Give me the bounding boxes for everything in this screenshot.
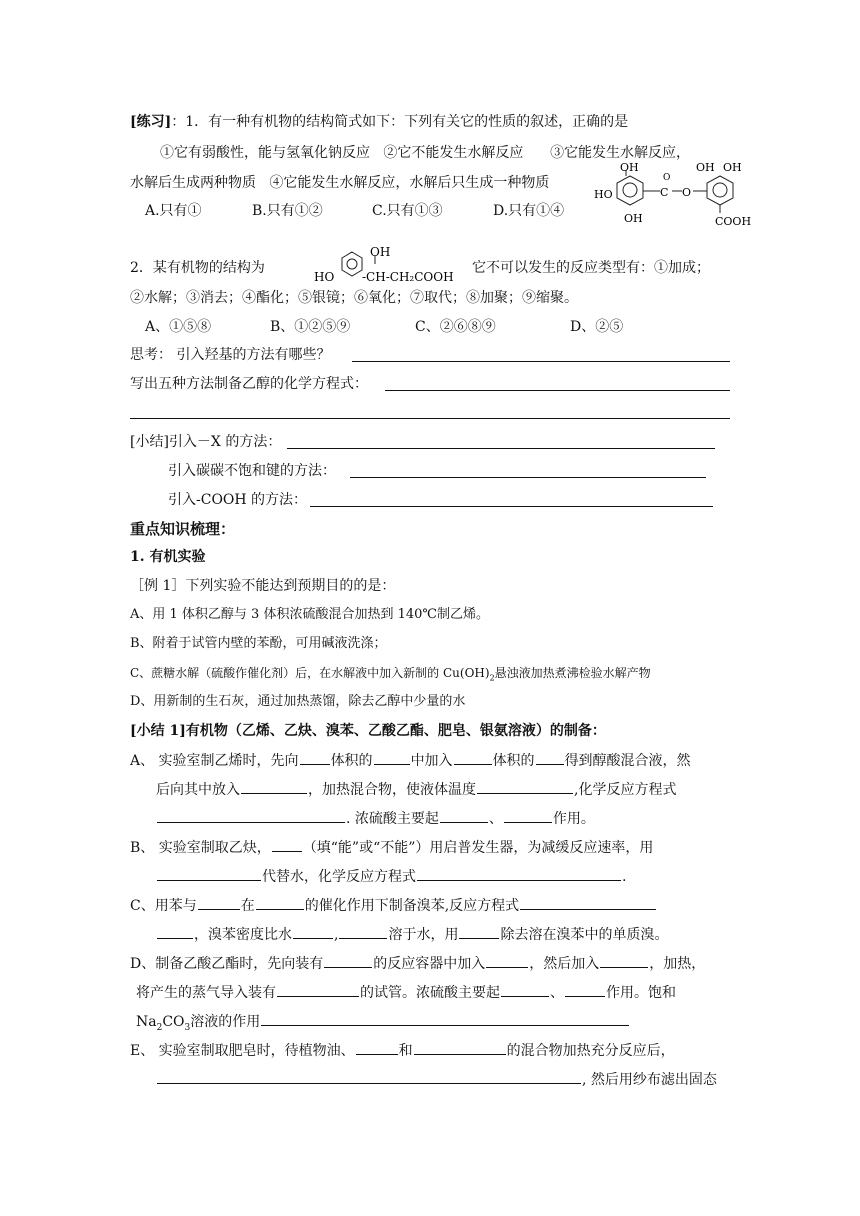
answer-line[interactable]: [310, 506, 713, 507]
blank[interactable]: [486, 953, 528, 968]
text: 中加入: [410, 753, 453, 769]
statement-2: ②它不能发生水解反应: [383, 145, 524, 161]
statement-3-cont: 水解后生成两种物质: [130, 175, 256, 191]
text: 体积的: [492, 753, 535, 769]
answer-line[interactable]: [130, 418, 730, 419]
option-c-text: C、蔗糖水解（硫酸作催化剂）后，在水解液中加入新制的 Cu(OH): [130, 666, 490, 680]
item-a-line-3: [156, 808, 595, 829]
blank[interactable]: [157, 1069, 581, 1084]
blank[interactable]: [261, 1011, 629, 1026]
item-b-line-2: [156, 866, 626, 887]
text: D、制备乙酸乙酯时，先向装有: [130, 956, 324, 972]
option-b: B、①②⑤⑨: [270, 319, 351, 335]
summary-line-1: [小结]引入－X 的方法：: [130, 434, 282, 450]
section-heading: 重点知识梳理：: [130, 520, 236, 538]
blank[interactable]: [293, 924, 333, 939]
text: 得到醇酸混合液，然: [564, 753, 691, 769]
ho-group: HO: [314, 270, 335, 284]
blank[interactable]: [504, 808, 552, 823]
text: 溶于水，用: [388, 927, 459, 943]
example-1-option-a: A、用 1 体积乙醇与 3 体积浓硫酸混合加热到 140℃制乙烯。: [130, 607, 489, 622]
blank[interactable]: [241, 779, 307, 794]
blank[interactable]: [324, 953, 372, 968]
ho-left: HO: [594, 188, 613, 201]
text: 在: [240, 898, 255, 914]
option-d: D、②⑤: [570, 319, 624, 335]
text: 体积的: [330, 753, 373, 769]
answer-line[interactable]: [352, 361, 730, 362]
example-1-stem: ［例 1］下列实验不能达到预期目的的是：: [130, 578, 396, 594]
item-e-line-2: [156, 1069, 717, 1090]
text: 除去溶在溴苯中的单质溴。: [500, 927, 669, 943]
exercise-2-stem: 2．某有机物的结构为: [130, 260, 265, 276]
text: E、 实验室制取肥皂时，待植物油、: [130, 1043, 355, 1059]
text: 、: [488, 811, 503, 827]
summary-line-3: 引入-COOH 的方法：: [168, 492, 308, 508]
text: ，溴苯密度比水: [194, 927, 292, 943]
option-c-text-cont: 悬浊液加热煮沸检验水解产物: [494, 666, 651, 680]
think-question-1: 思考： 引入羟基的方法有哪些？: [130, 347, 331, 363]
item-b-line-1: [130, 837, 653, 858]
blank[interactable]: [374, 750, 410, 765]
think-question-2: 写出五种方法制备乙醇的化学方程式：: [130, 376, 368, 392]
option-c: C、②⑥⑧⑨: [415, 319, 496, 335]
subscript: 2: [156, 1022, 163, 1033]
option-a: A.只有①: [145, 203, 202, 219]
carbonyl-oxygen: O: [663, 173, 671, 183]
text: 的混合物加热充分反应后，: [506, 1043, 675, 1059]
example-1-option-c: [130, 663, 651, 688]
blank[interactable]: [157, 866, 261, 881]
blank[interactable]: [414, 1040, 506, 1055]
text: C、用苯与: [130, 898, 197, 914]
text: 的试管。浓硫酸主要起: [360, 985, 500, 1001]
ester-carbon: C: [660, 186, 669, 199]
cooh-group: COOH: [715, 215, 752, 228]
option-b: B.只有①②: [252, 203, 323, 219]
statement-3: ③它能发生水解反应，: [550, 145, 691, 161]
exercise-2-stem-cont: 它不可以发生的反应类型有：①加成；: [472, 260, 710, 276]
subscript: 2: [489, 673, 495, 683]
reaction-types: ②水解；③消去；④酯化；⑤银镜；⑥氧化；⑦取代；⑧加聚；⑨缩聚。: [130, 290, 578, 306]
text: ，然后加入: [529, 956, 600, 972]
oh-top-right-2: OH: [723, 161, 742, 174]
blank[interactable]: [536, 750, 564, 765]
oh-top-right-1: OH: [696, 161, 715, 174]
blank[interactable]: [157, 924, 193, 939]
blank[interactable]: [520, 895, 656, 910]
item-e-line-1: [130, 1040, 675, 1061]
exercise-1-question: ：1．有一种有机物的结构简式如下：下列有关它的性质的叙述，正确的是: [171, 114, 629, 130]
text: 代替水，化学反应方程式: [262, 869, 416, 885]
summary-1-title: [小结 1]有机物（乙烯、乙炔、溴苯、乙酸乙酯、肥皂、银氨溶液）的制备：: [130, 723, 606, 739]
blank[interactable]: [501, 982, 549, 997]
answer-line[interactable]: [385, 390, 730, 391]
formula-co: CO: [162, 1014, 185, 1030]
item-a-line-2: [156, 779, 676, 800]
item-c-line-1: [130, 895, 657, 916]
text: ,: [334, 927, 339, 943]
text: 、: [550, 985, 564, 1001]
text: 作用。: [552, 811, 595, 827]
blank[interactable]: [600, 953, 648, 968]
side-chain: -CH-CH₂COOH: [362, 270, 454, 284]
text: .: [622, 869, 627, 885]
blank[interactable]: [157, 808, 345, 823]
blank[interactable]: [477, 779, 573, 794]
blank[interactable]: [339, 924, 387, 939]
structure-formula-1: [590, 158, 770, 230]
oh-group: OH: [370, 245, 391, 259]
text: ,化学反应方程式: [574, 782, 677, 798]
oh-top-left: OH: [620, 161, 639, 174]
text: 的反应容器中加入: [373, 956, 486, 972]
text: ，加热，: [649, 956, 706, 972]
statement-1: ①它有弱酸性，能与氢氧化钠反应: [160, 145, 370, 161]
structure-formula-2: [312, 244, 462, 286]
blank[interactable]: [272, 837, 302, 852]
option-a: A、①⑤⑧: [145, 319, 212, 335]
answer-line[interactable]: [287, 448, 715, 449]
statement-4: ④它能发生水解反应，水解后只生成一种物质: [269, 175, 550, 191]
blank[interactable]: [454, 750, 492, 765]
text: . 浓硫酸主要起: [346, 811, 439, 827]
blank[interactable]: [565, 982, 605, 997]
example-1-option-d: D、用新制的生石灰，通过加热蒸馏，除去乙醇中少量的水: [130, 694, 466, 709]
exercise-title: [练习]: [130, 114, 172, 130]
ester-oxygen: O: [682, 186, 692, 199]
text: 溶液的作用: [190, 1014, 261, 1030]
item-d-line-2: [136, 982, 676, 1003]
formula-na: Na: [136, 1014, 157, 1030]
text: 和: [398, 1043, 413, 1059]
text: , 然后用纱布滤出固态: [582, 1072, 717, 1088]
text: 作用。饱和: [606, 985, 676, 1001]
oh-bottom-left: OH: [624, 212, 643, 225]
subsection-heading: 1. 有机实验: [130, 549, 206, 565]
item-a-line-1: [130, 750, 691, 771]
answer-line[interactable]: [350, 477, 706, 478]
summary-line-2: 引入碳碳不饱和键的方法：: [168, 463, 336, 479]
item-c-line-2: [156, 924, 668, 945]
blank[interactable]: [440, 808, 488, 823]
text: 后向其中放入: [156, 782, 240, 798]
text: B、 实验室制取乙炔，: [130, 840, 271, 856]
text: A、 实验室制乙烯时，先向: [130, 753, 299, 769]
text: 的催化作用下制备溴苯,反应方程式: [304, 898, 520, 914]
exercise-1-stem: [130, 112, 628, 132]
example-1-option-b: B、附着于试管内壁的苯酚，可用碱液洗涤；: [130, 636, 387, 651]
blank[interactable]: [459, 924, 499, 939]
text: ，加热混合物，使液体温度: [308, 782, 476, 798]
blank[interactable]: [356, 1040, 398, 1055]
text: （填“能”或“不能”）用启普发生器，为减缓反应速率，用: [302, 840, 654, 856]
item-d-line-1: [130, 953, 705, 974]
blank[interactable]: [198, 895, 240, 910]
item-d-line-3: [136, 1011, 630, 1038]
blank[interactable]: [417, 866, 621, 881]
blank[interactable]: [256, 895, 304, 910]
text: 将产生的蒸气导入装有: [136, 985, 276, 1001]
blank[interactable]: [300, 750, 330, 765]
blank[interactable]: [277, 982, 359, 997]
subscript: 3: [184, 1022, 191, 1033]
exercise-1-statements-cont: [130, 173, 549, 193]
option-c: C.只有①③: [372, 203, 443, 219]
option-d: D.只有①④: [493, 203, 565, 219]
